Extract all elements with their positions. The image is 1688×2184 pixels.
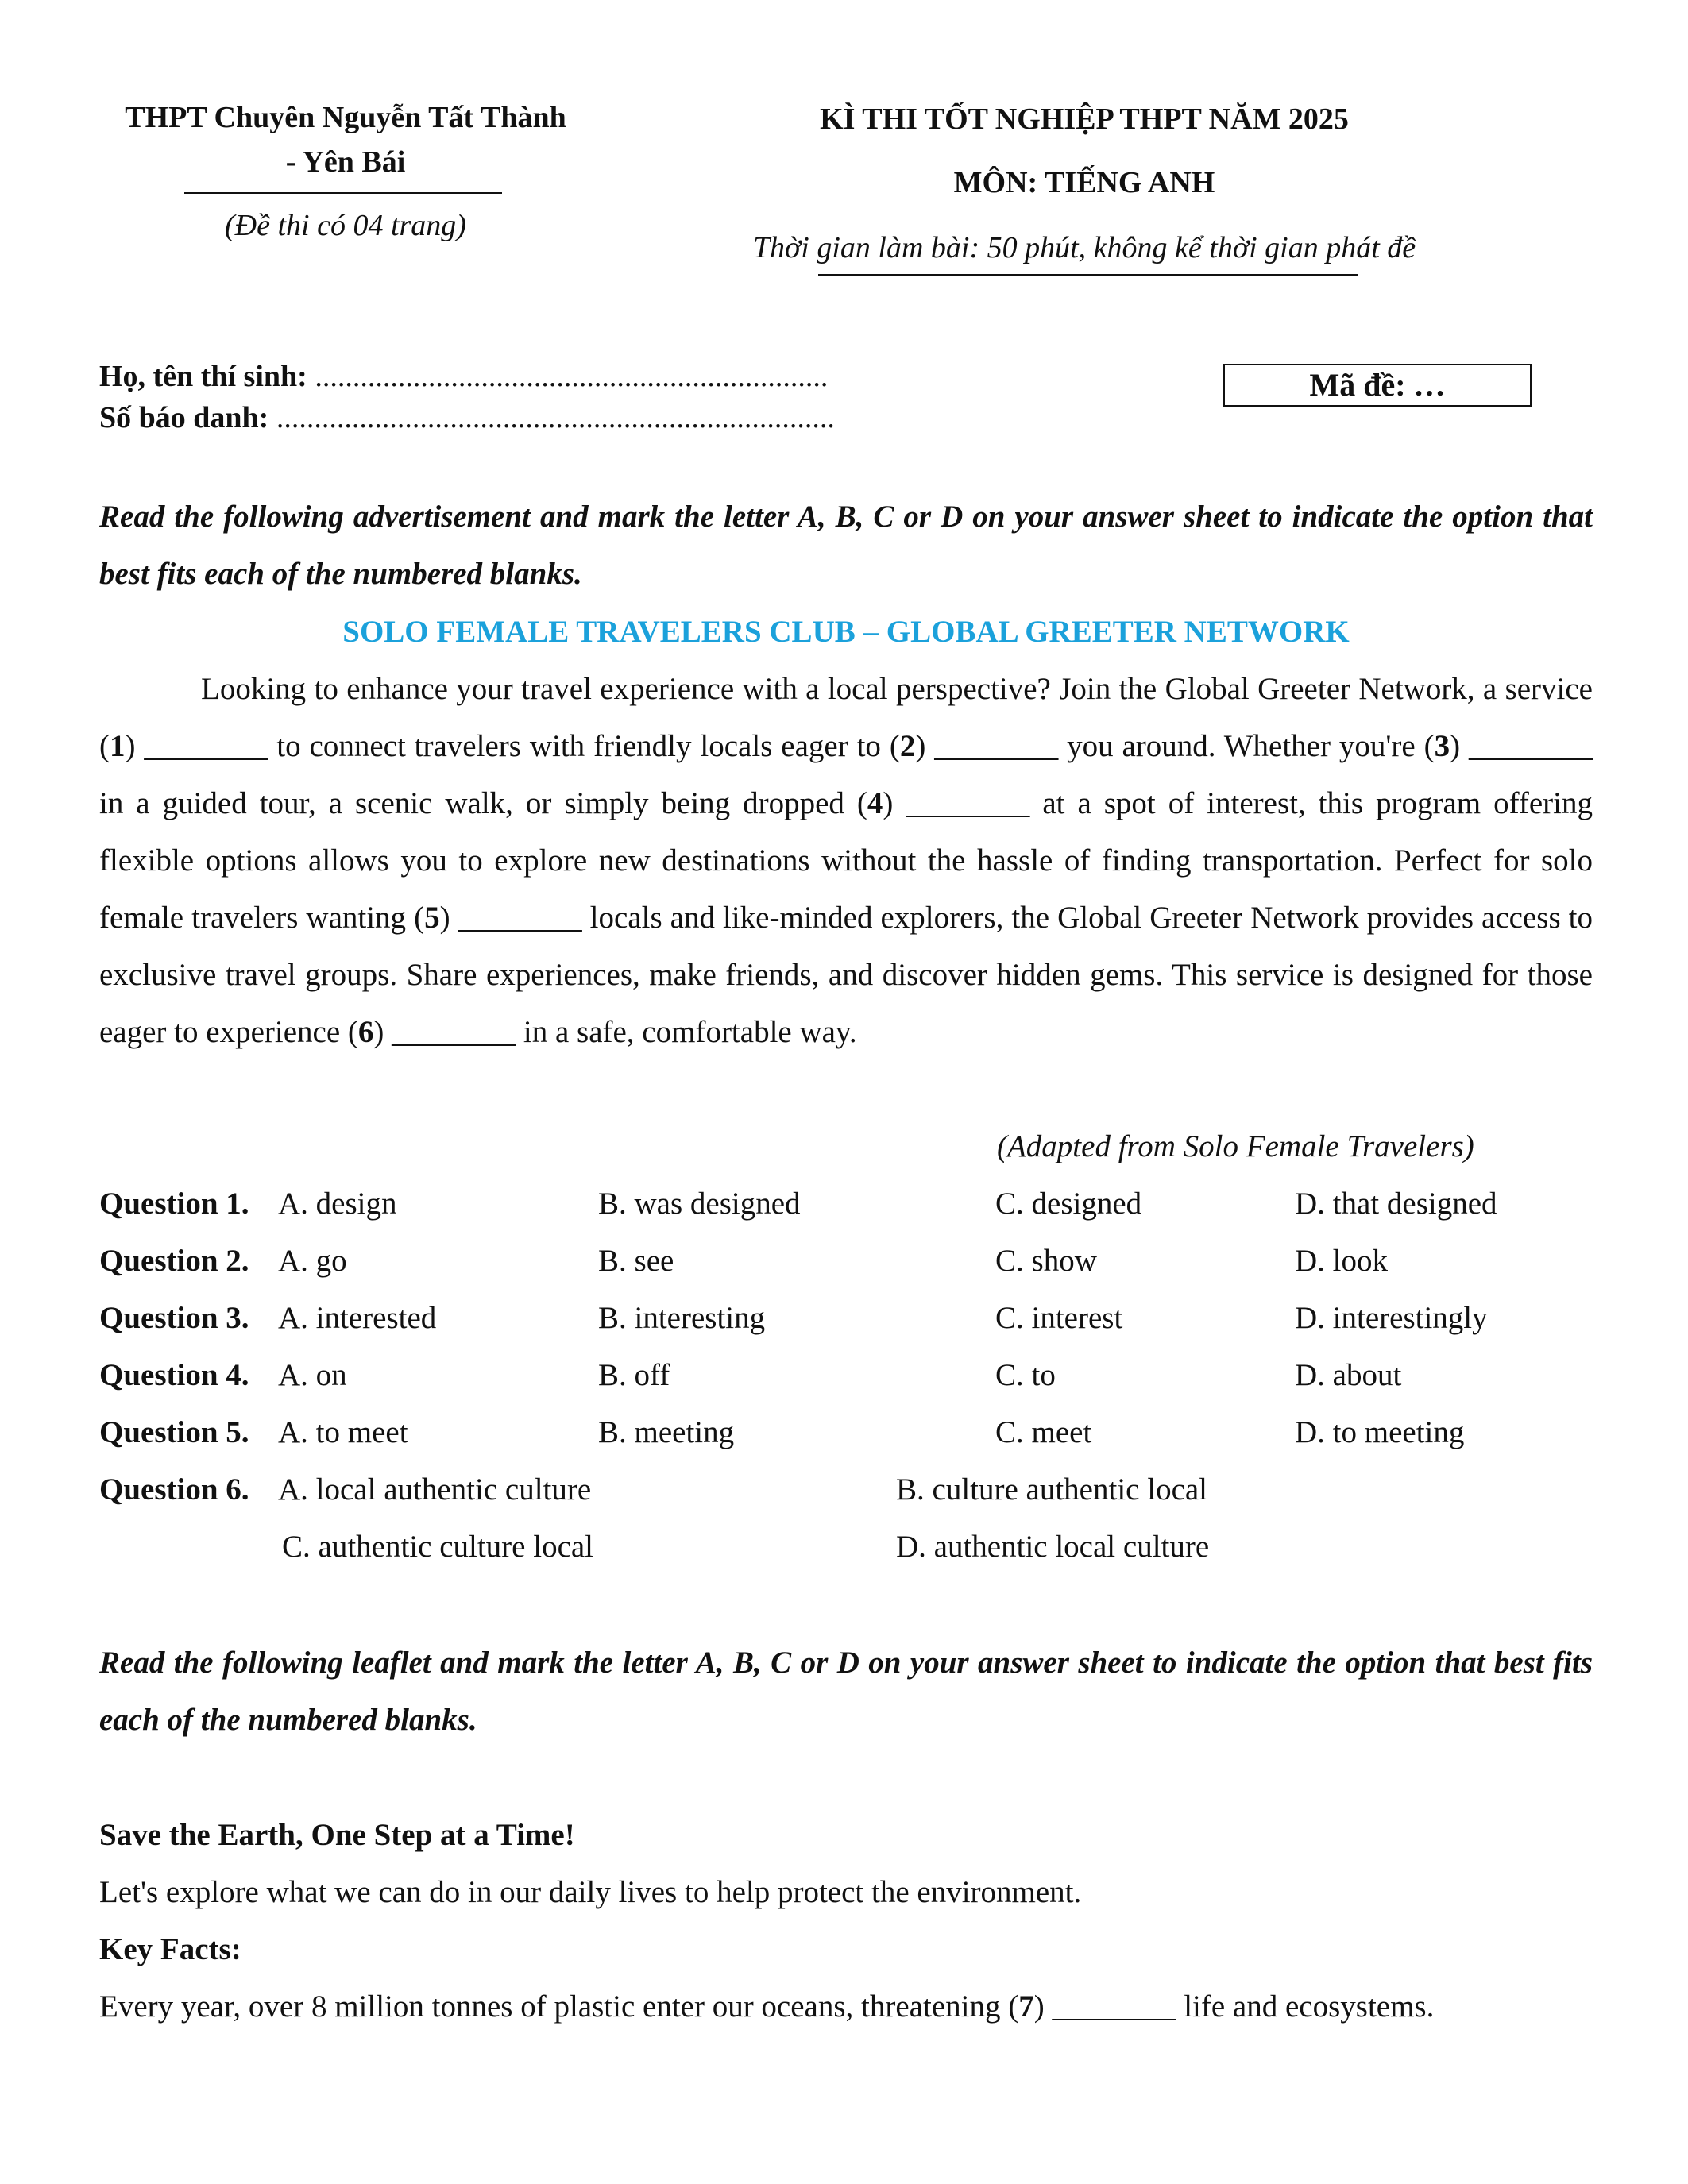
option-b[interactable]: B. interesting bbox=[598, 1301, 766, 1335]
option-d[interactable]: D. interestingly bbox=[1295, 1301, 1488, 1335]
option-c[interactable]: C. interest bbox=[995, 1301, 1123, 1335]
passage-text: Looking to enhance your travel experience with a local perspective? Join the Global Greeter Network, a service ( bbox=[99, 672, 1593, 763]
option-b[interactable]: B. was designed bbox=[598, 1187, 801, 1221]
question-label: Question 1. bbox=[99, 1187, 249, 1221]
option-b[interactable]: B. culture authentic local bbox=[896, 1472, 1208, 1507]
passage-text: in a guided tour, a scenic walk, or simply being dropped ( bbox=[99, 786, 867, 820]
option-a[interactable]: A. design bbox=[278, 1187, 397, 1221]
school-divider bbox=[184, 192, 502, 194]
blank-number: 5 bbox=[424, 901, 440, 935]
candidate-name-dots: .................................................................... bbox=[307, 360, 829, 393]
candidate-id-dots: .......................................................................... bbox=[268, 401, 835, 434]
blank-number: 6 bbox=[357, 1015, 374, 1049]
time-allowed-note: Thời gian làm bài: 50 phút, không kể thời gian phát đề bbox=[752, 231, 1416, 264]
option-c[interactable]: C. designed bbox=[995, 1187, 1142, 1221]
passage-text: ) bbox=[883, 786, 906, 820]
exam-title: KÌ THI TỐT NGHIỆP THPT NĂM 2025 bbox=[820, 102, 1349, 136]
option-c[interactable]: C. meet bbox=[995, 1415, 1092, 1449]
blank-line: ________ bbox=[906, 786, 1030, 820]
time-divider bbox=[818, 274, 1358, 276]
candidate-id-line bbox=[99, 397, 835, 438]
blank-line: ________ bbox=[1468, 729, 1593, 763]
option-a[interactable]: A. to meet bbox=[278, 1415, 408, 1449]
question-label: Question 2. bbox=[99, 1244, 249, 1278]
question-label: Question 6. bbox=[99, 1472, 249, 1507]
question-row-continued bbox=[99, 1518, 1593, 1576]
question-label: Question 3. bbox=[99, 1301, 249, 1335]
question-row bbox=[99, 1290, 1593, 1347]
passage-text: to connect travelers with friendly locals eager to ( bbox=[268, 729, 900, 763]
passage-text: at a spot of interest, this program offering flexible options allows you to explore new destinations without the hassle of finding transportation. Perfect for solo female travelers wanting ( bbox=[99, 786, 1593, 935]
key-facts-label: Key Facts: bbox=[99, 1932, 241, 1966]
passage-text: ) bbox=[125, 729, 145, 763]
option-d[interactable]: D. that designed bbox=[1295, 1187, 1497, 1221]
exam-subject: MÔN: TIẾNG ANH bbox=[953, 166, 1215, 199]
option-d[interactable]: D. look bbox=[1295, 1244, 1388, 1278]
key-fact-line bbox=[99, 1978, 1434, 2035]
question-row bbox=[99, 1404, 1593, 1461]
blank-number: 4 bbox=[867, 786, 883, 820]
blank-line: ________ bbox=[392, 1015, 516, 1049]
option-b[interactable]: B. see bbox=[598, 1244, 674, 1278]
option-b[interactable]: B. off bbox=[598, 1358, 670, 1392]
candidate-name-line bbox=[99, 356, 828, 397]
option-d[interactable]: D. to meeting bbox=[1295, 1415, 1465, 1449]
option-a[interactable]: A. on bbox=[278, 1358, 347, 1392]
passage-text: ) bbox=[1450, 729, 1469, 763]
section1-instruction: Read the following advertisement and mark the letter A, B, C or D on your answer sheet to indicate the option that best fits each of the numbered blanks. bbox=[99, 500, 1593, 591]
fact-text: Every year, over 8 million tonnes of plastic enter our oceans, threatening ( bbox=[99, 1989, 1019, 2024]
page-count-note: (Đề thi có 04 trang) bbox=[225, 209, 466, 242]
passage-text: ) bbox=[373, 1015, 392, 1049]
passage-source: (Adapted from Solo Female Travelers) bbox=[997, 1129, 1474, 1163]
blank-number: 3 bbox=[1434, 729, 1450, 763]
option-a[interactable]: A. go bbox=[278, 1244, 347, 1278]
fact-text: life and ecosystems. bbox=[1176, 1989, 1435, 2024]
option-c[interactable]: C. show bbox=[995, 1244, 1097, 1278]
candidate-name-label: Họ, tên thí sinh: bbox=[99, 360, 307, 393]
question-row bbox=[99, 1233, 1593, 1290]
advertisement-passage bbox=[99, 661, 1593, 1061]
candidate-id-label: Số báo danh: bbox=[99, 401, 269, 434]
school-name: THPT Chuyên Nguyễn Tất Thành - Yên Bái bbox=[125, 101, 566, 179]
option-b[interactable]: B. meeting bbox=[598, 1415, 735, 1449]
leaflet-heading: Save the Earth, One Step at a Time! bbox=[99, 1818, 575, 1852]
blank-line: ________ bbox=[458, 901, 582, 935]
blank-number: 2 bbox=[899, 729, 916, 763]
passage-text: in a safe, comfortable way. bbox=[516, 1015, 857, 1049]
blank-number: 7 bbox=[1018, 1989, 1034, 2024]
question-label: Question 4. bbox=[99, 1358, 249, 1392]
blank-number: 1 bbox=[110, 729, 126, 763]
question-row bbox=[99, 1461, 1593, 1518]
passage-text: ) bbox=[915, 729, 935, 763]
option-a[interactable]: A. local authentic culture bbox=[278, 1472, 592, 1507]
question-row bbox=[99, 1347, 1593, 1404]
option-c[interactable]: C. authentic culture local bbox=[282, 1530, 594, 1564]
question-row bbox=[99, 1175, 1593, 1233]
passage-text: you around. Whether you're ( bbox=[1058, 729, 1435, 763]
option-a[interactable]: A. interested bbox=[278, 1301, 437, 1335]
blank-line: ________ bbox=[144, 729, 268, 763]
exam-code-box: Mã đề: … bbox=[1223, 364, 1532, 407]
option-c[interactable]: C. to bbox=[995, 1358, 1056, 1392]
blank-line: ________ bbox=[934, 729, 1059, 763]
leaflet-intro: Let's explore what we can do in our daily lives to help protect the environment. bbox=[99, 1875, 1082, 1909]
section2-instruction: Read the following leaflet and mark the letter A, B, C or D on your answer sheet to indicate the option that best fits each of the numbered blanks. bbox=[99, 1646, 1593, 1737]
question-label: Question 5. bbox=[99, 1415, 249, 1449]
option-d[interactable]: D. authentic local culture bbox=[896, 1530, 1210, 1564]
advertisement-title: SOLO FEMALE TRAVELERS CLUB – GLOBAL GREETER NETWORK bbox=[342, 615, 1350, 649]
option-d[interactable]: D. about bbox=[1295, 1358, 1402, 1392]
passage-text: locals and like-minded explorers, the Global Greeter Network provides access to exclusive travel groups. Share experiences, make friends, and discover hidden gems. This service is designed for those eager to experience ( bbox=[99, 901, 1593, 1049]
fact-text: ) bbox=[1033, 1989, 1053, 2024]
blank-line: ________ bbox=[1052, 1989, 1176, 2024]
passage-text: ) bbox=[439, 901, 458, 935]
